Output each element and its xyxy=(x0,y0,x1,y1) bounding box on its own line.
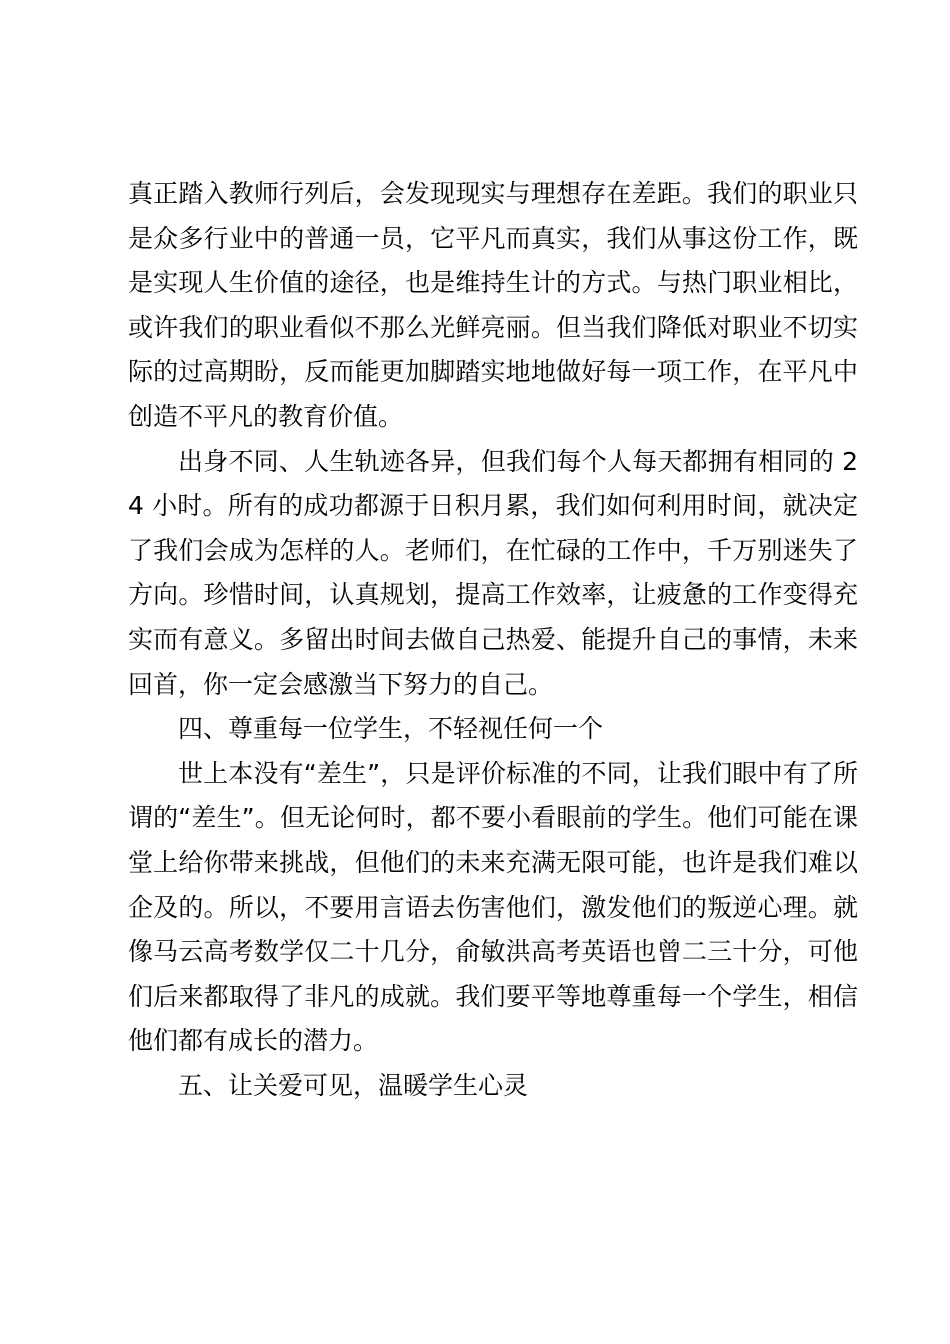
document-body xyxy=(128,172,858,1108)
paragraph-career-reality: 真正踏入教师行列后，会发现现实与理想存在差距。我们的职业只是众多行业中的普通一员，它平凡而真实，我们从事这份工作，既是实现人生价值的途径，也是维持生计的方式。与热门职业相比，或许我们的职业看似不那么光鲜亮丽。但当我们降低对职业不切实际的过高期盼，反而能更加脚踏实地地做好每一项工作，在平凡中创造不平凡的教育价值。 xyxy=(128,179,858,431)
paragraph-time-management: 出身不同、人生轨迹各异，但我们每个人每天都拥有相同的 24 小时。所有的成功都源于日积月累，我们如何利用时间，就决定了我们会成为怎样的人。老师们，在忙碌的工作中，千万别迷失了方向。珍惜时间，认真规划，提高工作效率，让疲惫的工作变得充实而有意义。多留出时间去做自己热爱、能提升自己的事情，未来回首，你一定会感激当下努力的自己。 xyxy=(128,446,858,699)
section-heading-respect-students: 四、尊重每一位学生，不轻视任何一个 xyxy=(178,714,604,744)
section-heading-visible-care: 五、让关爱可见，温暖学生心灵 xyxy=(178,1070,529,1100)
paragraph-respect-students: 世上本没有“差生”，只是评价标准的不同，让我们眼中有了所谓的“差生”。但无论何时，都不要小看眼前的学生。他们可能在课堂上给你带来挑战，但他们的未来充满无限可能，也许是我们难以企及的。所以，不要用言语去伤害他们，激发他们的叛逆心理。就像马云高考数学仅二十几分，俞敏洪高考英语也曾二三十分，可他们后来都取得了非凡的成就。我们要平等地尊重每一个学生，相信他们都有成长的潜力。 xyxy=(128,758,858,1056)
